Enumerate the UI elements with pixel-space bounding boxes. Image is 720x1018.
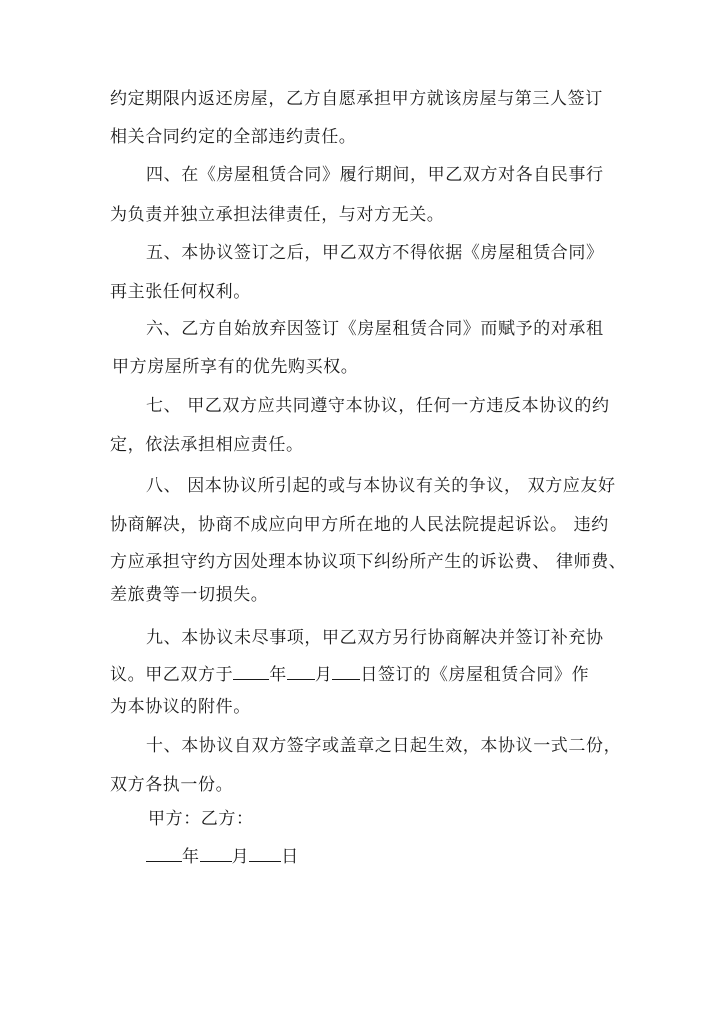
- day-blank: [249, 846, 281, 862]
- month-label: 月: [314, 665, 333, 685]
- paragraph-line: 为负责并独立承担法律责任，与对方无关。: [110, 205, 445, 225]
- date-suffix: 日签订的《房屋租赁合同》作: [360, 665, 590, 685]
- clause-10-line: 十、本协议自双方签字或盖章之日起生效，本协议一式二份，: [146, 736, 622, 756]
- contract-date-line: [110, 664, 589, 686]
- paragraph-line: 协商解决，协商不成应向甲方所在地的人民法院提起诉讼。 违约: [110, 515, 609, 535]
- date-prefix: 议。甲乙双方于: [110, 665, 234, 685]
- paragraph-line: 为本协议的附件。: [110, 697, 251, 717]
- clause-4-line: 四、在《房屋租赁合同》履行期间，甲乙双方对各自民事行: [146, 165, 604, 185]
- year-label: 年: [182, 847, 200, 867]
- paragraph-line: 再主张任何权利。: [110, 282, 251, 302]
- paragraph-line: 甲方房屋所享有的优先购买权。: [112, 357, 359, 377]
- paragraph-line: 约定期限内返还房屋，乙方自愿承担甲方就该房屋与第三人签订: [110, 89, 603, 109]
- day-label: 日: [281, 847, 299, 867]
- year-label: 年: [269, 665, 287, 685]
- year-blank: [233, 664, 269, 680]
- year-blank: [146, 846, 182, 862]
- paragraph-line: 定，依法承担相应责任。: [110, 435, 304, 455]
- month-blank: [200, 846, 232, 862]
- month-label: 月: [231, 847, 250, 867]
- month-blank: [287, 664, 315, 680]
- paragraph-line: 差旅费等一切损失。: [110, 585, 269, 605]
- paragraph-line: 双方各执一份。: [110, 775, 234, 795]
- clause-6-line: 六、乙方自始放弃因签订《房屋租赁合同》而赋予的对承租: [146, 319, 604, 339]
- clause-7-line: 七、 甲乙双方应共同遵守本协议，任何一方违反本协议的约: [146, 396, 610, 416]
- clause-8-line: 八、 因本协议所引起的或与本协议有关的争议， 双方应友好: [146, 476, 616, 496]
- clause-5-line: 五、本协议签订之后，甲乙双方不得依据《房屋租赁合同》: [146, 243, 604, 263]
- day-blank: [332, 664, 360, 680]
- signing-date-line: [146, 846, 299, 868]
- signature-line: 甲方：乙方：: [148, 809, 254, 829]
- paragraph-line: 方应承担守约方因处理本协议项下纠纷所产生的诉讼费、 律师费、: [110, 552, 627, 572]
- paragraph-line: 相关合同约定的全部违约责任。: [110, 127, 357, 147]
- clause-9-line: 九、本协议未尽事项，甲乙双方另行协商解决并签订补充协: [146, 628, 604, 648]
